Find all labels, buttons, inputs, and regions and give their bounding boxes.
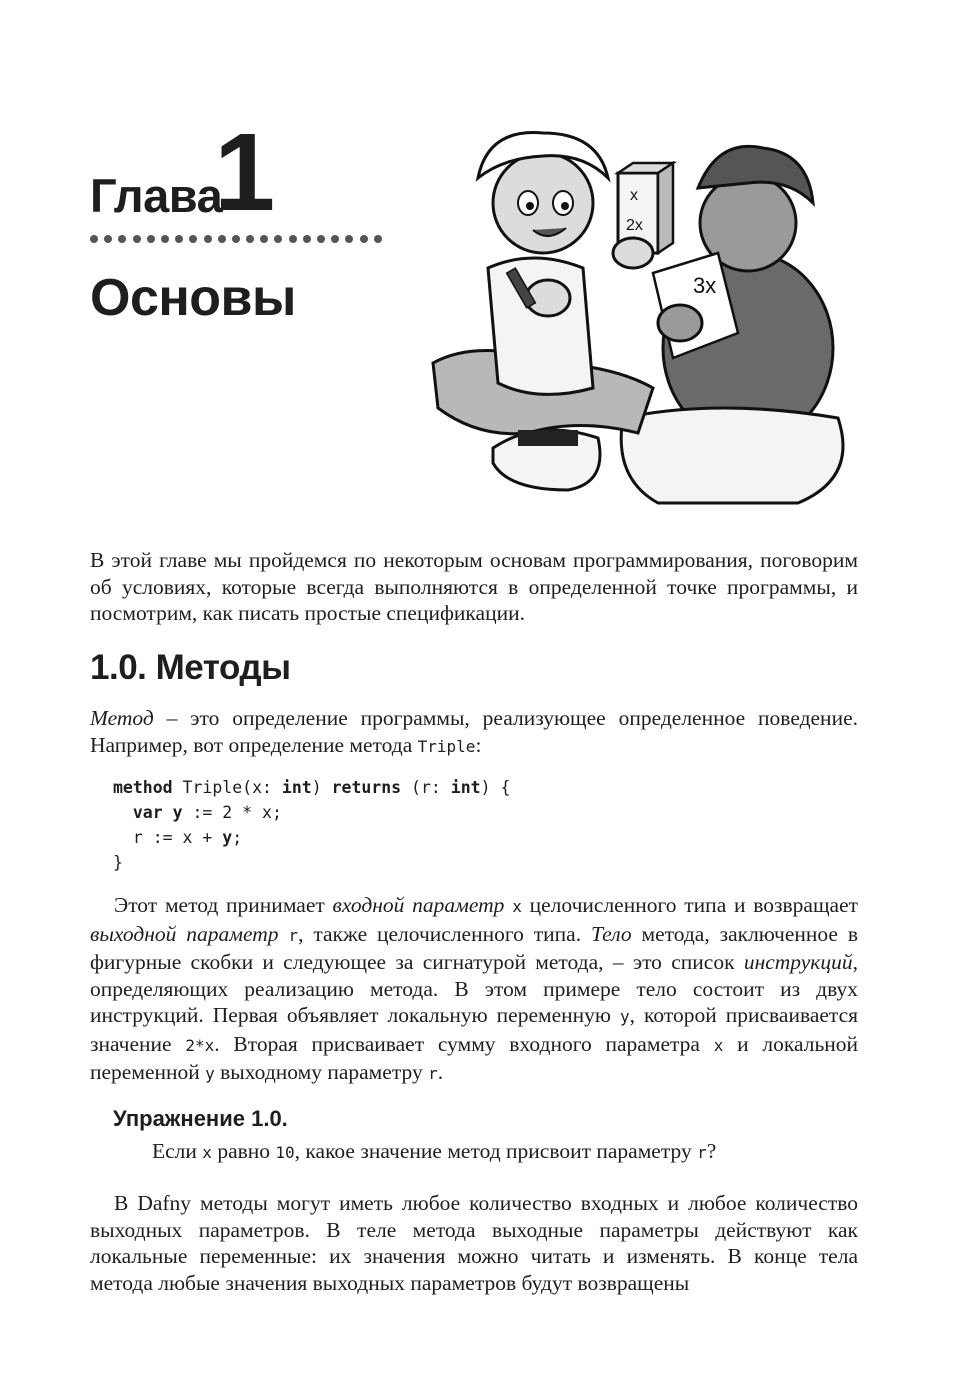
inline-code: x <box>713 1035 724 1055</box>
inline-code-triple: Triple <box>417 736 476 756</box>
body-text: целочисленного типа и возвращает <box>521 893 859 917</box>
exercise-title: Упражнение 1.0. <box>113 1106 288 1131</box>
body-text: . <box>437 1060 444 1084</box>
body-text: , определяющих реализацию метода. В этом примере тело состоит из двух инструкций. Первая объявляет локальную переменную <box>90 950 858 1027</box>
inline-code: y <box>620 1007 630 1026</box>
svg-text:x: x <box>630 187 638 204</box>
section-heading: 1.0. Методы <box>90 648 291 687</box>
code-keyword-returns: returns <box>331 778 402 797</box>
body-text: , которой присваивается значение <box>90 1003 858 1056</box>
term-body: Тело <box>591 921 632 946</box>
code-signature-part: ) { <box>480 778 511 797</box>
inline-code: x <box>512 897 522 916</box>
body-text: Этот метод принимает <box>114 893 333 917</box>
svg-text:2x: 2x <box>626 217 643 234</box>
inline-code: r <box>697 1143 707 1162</box>
inline-code: 2*x <box>185 1035 215 1055</box>
term-output-param: выходной параметр <box>90 921 279 946</box>
term-input-param: входной параметр <box>332 893 505 917</box>
code-assignment: r := x + <box>132 828 223 847</box>
exercise-question <box>152 1139 716 1164</box>
code-keyword-method: method <box>113 778 173 797</box>
chapter-number: 1 <box>214 111 276 234</box>
chapter-title: Основы <box>90 269 296 327</box>
code-keyword-var: var <box>132 803 163 822</box>
chapter-label: Глава <box>90 169 223 222</box>
body-text: , также целочисленного типа. <box>298 921 591 946</box>
inline-code: y <box>205 1064 215 1083</box>
body-paragraph <box>90 892 858 1088</box>
question-text: , какое значение метод присвоит параметру <box>294 1139 698 1163</box>
intro-paragraph: В этой главе мы пройдемся по некоторым основам программирования, поговорим об условиях, которые всегда выполняются в определенной точке программы, и посмотрим, как писать простые спецификации. <box>90 548 858 625</box>
question-text: ? <box>706 1139 717 1163</box>
dotted-divider <box>90 233 382 245</box>
definition-end: : <box>475 732 482 757</box>
body-text: . Вторая присваивает сумму входного параметра <box>214 1031 714 1056</box>
code-type-int: int <box>450 778 481 797</box>
body-text: метода, заключенное в фигурные скобки и следующее за сигнатурой метода, – это список <box>90 921 859 974</box>
question-text: равно <box>211 1139 276 1163</box>
code-variable-y: y <box>222 828 233 847</box>
code-semicolon: ; <box>232 828 243 847</box>
code-type-int: int <box>281 778 312 797</box>
code-closing-brace: } <box>113 853 123 872</box>
inline-code: x <box>202 1143 212 1162</box>
term-instructions: инструкций <box>743 950 853 974</box>
inline-code: r <box>428 1064 438 1083</box>
inline-code: 10 <box>275 1143 295 1162</box>
term-method: Метод <box>90 706 154 730</box>
code-assignment: := 2 * x; <box>182 803 282 822</box>
method-definition-paragraph <box>90 705 858 760</box>
code-block <box>113 775 510 875</box>
body-text: выходному параметру <box>214 1060 429 1084</box>
question-text: Если <box>152 1139 203 1163</box>
definition-text: – это определение программы, реализующее определенное поведение. Например, вот определение метода <box>90 706 858 757</box>
code-signature-part: ) <box>311 778 332 797</box>
inline-code: r <box>288 925 299 945</box>
svg-text:3x: 3x <box>693 273 717 298</box>
code-signature-part: Triple(x: <box>172 778 282 797</box>
code-signature-part: (r: <box>401 778 451 797</box>
body-text: и локальной переменной <box>90 1031 859 1084</box>
final-paragraph: В Dafny методы могут иметь любое количество входных и любое количество выходных параметров. В теле метода выходные параметры действуют как локальные переменные: их значения можно читать и изменять. В конце тела метода любые значения выходных параметров будут возвращены <box>90 1191 858 1295</box>
chapter-illustration <box>418 118 868 513</box>
code-variable-y: y <box>162 803 183 822</box>
